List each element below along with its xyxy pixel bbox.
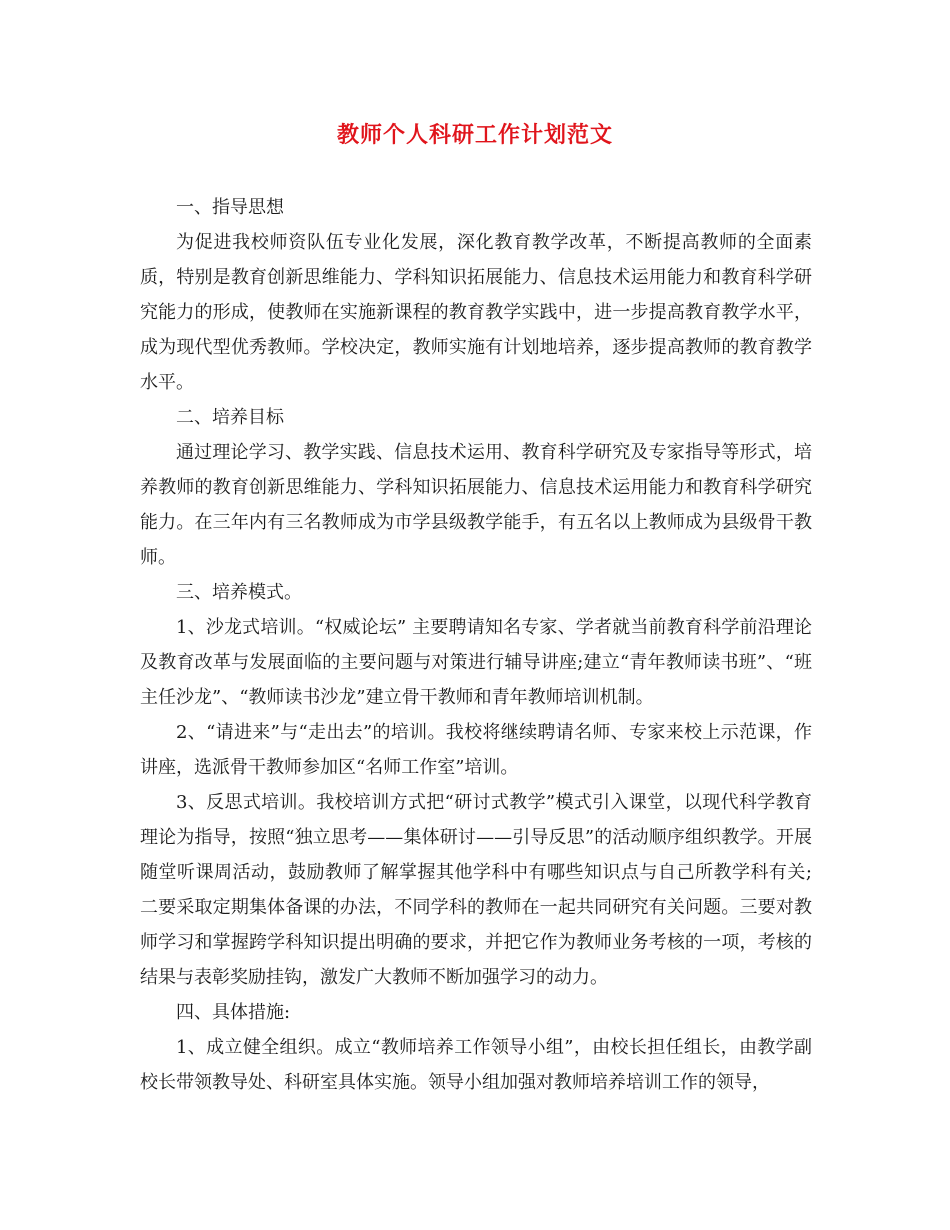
paragraph-reflective-training: 3、反思式培训。我校培训方式把“研讨式教学”模式引入课堂，以现代科学教育理论为指导，按照“独立思考——集体研讨——引导反思”的活动顺序组织教学。开展随堂听课周活动，鼓励教师了解掌握其他学科中有哪些知识点与自己所教学科有关;二要采取定期集体备课的办法，不同学科的教师在一起共同研究有关问题。三要对教师学习和掌握跨学科知识提出明确的要求，并把它作为教师业务考核的一项，考核的结果与表彰奖励挂钩，激发广大教师不断加强学习的动力。 bbox=[140, 792, 812, 988]
paragraph-training-goals: 通过理论学习、教学实践、信息技术运用、教育科学研究及专家指导等形式，培养教师的教育创新思维能力、学科知识拓展能力、信息技术运用能力和教育科学研究能力。在三年内有三名教师成为市学县级教学能手，有五名以上教师成为县级骨干教师。 bbox=[140, 442, 812, 568]
paragraph-salon-training: 1、沙龙式培训。“权威论坛” 主要聘请知名专家、学者就当前教育科学前沿理论及教育改革与发展面临的主要问题与对策进行辅导讲座;建立“青年教师读书班”、“班主任沙龙”、“教师读书沙龙”建立骨干教师和青年教师培训机制。 bbox=[140, 617, 812, 708]
paragraph-organization: 1、成立健全组织。成立“教师培养工作领导小组”，由校长担任组长，由教学副校长带领教导处、科研室具体实施。领导小组加强对教师培养培训工作的领导， bbox=[140, 1037, 812, 1093]
section-heading-measures: 四、具体措施: bbox=[176, 1002, 291, 1023]
document-title: 教师个人科研工作计划范文 bbox=[336, 122, 613, 148]
document-body bbox=[140, 190, 812, 1100]
section-heading-training-mode: 三、培养模式。 bbox=[176, 582, 302, 603]
paragraph-invite-and-go-out: 2、“请进来”与“走出去”的培训。我校将继续聘请名师、专家来校上示范课，作讲座，选派骨干教师参加区“名师工作室”培训。 bbox=[140, 722, 812, 778]
section-heading-training-goals: 二、培养目标 bbox=[176, 407, 284, 428]
paragraph-guiding-ideology: 为促进我校师资队伍专业化发展，深化教育教学改革，不断提高教师的全面素质，特别是教育创新思维能力、学科知识拓展能力、信息技术运用能力和教育科学研究能力的形成，使教师在实施新课程的教育教学实践中，进一步提高教育教学水平，成为现代型优秀教师。学校决定，教师实施有计划地培养，逐步提高教师的教育教学水平。 bbox=[140, 232, 812, 393]
section-heading-guiding-ideology: 一、指导思想 bbox=[176, 197, 284, 218]
